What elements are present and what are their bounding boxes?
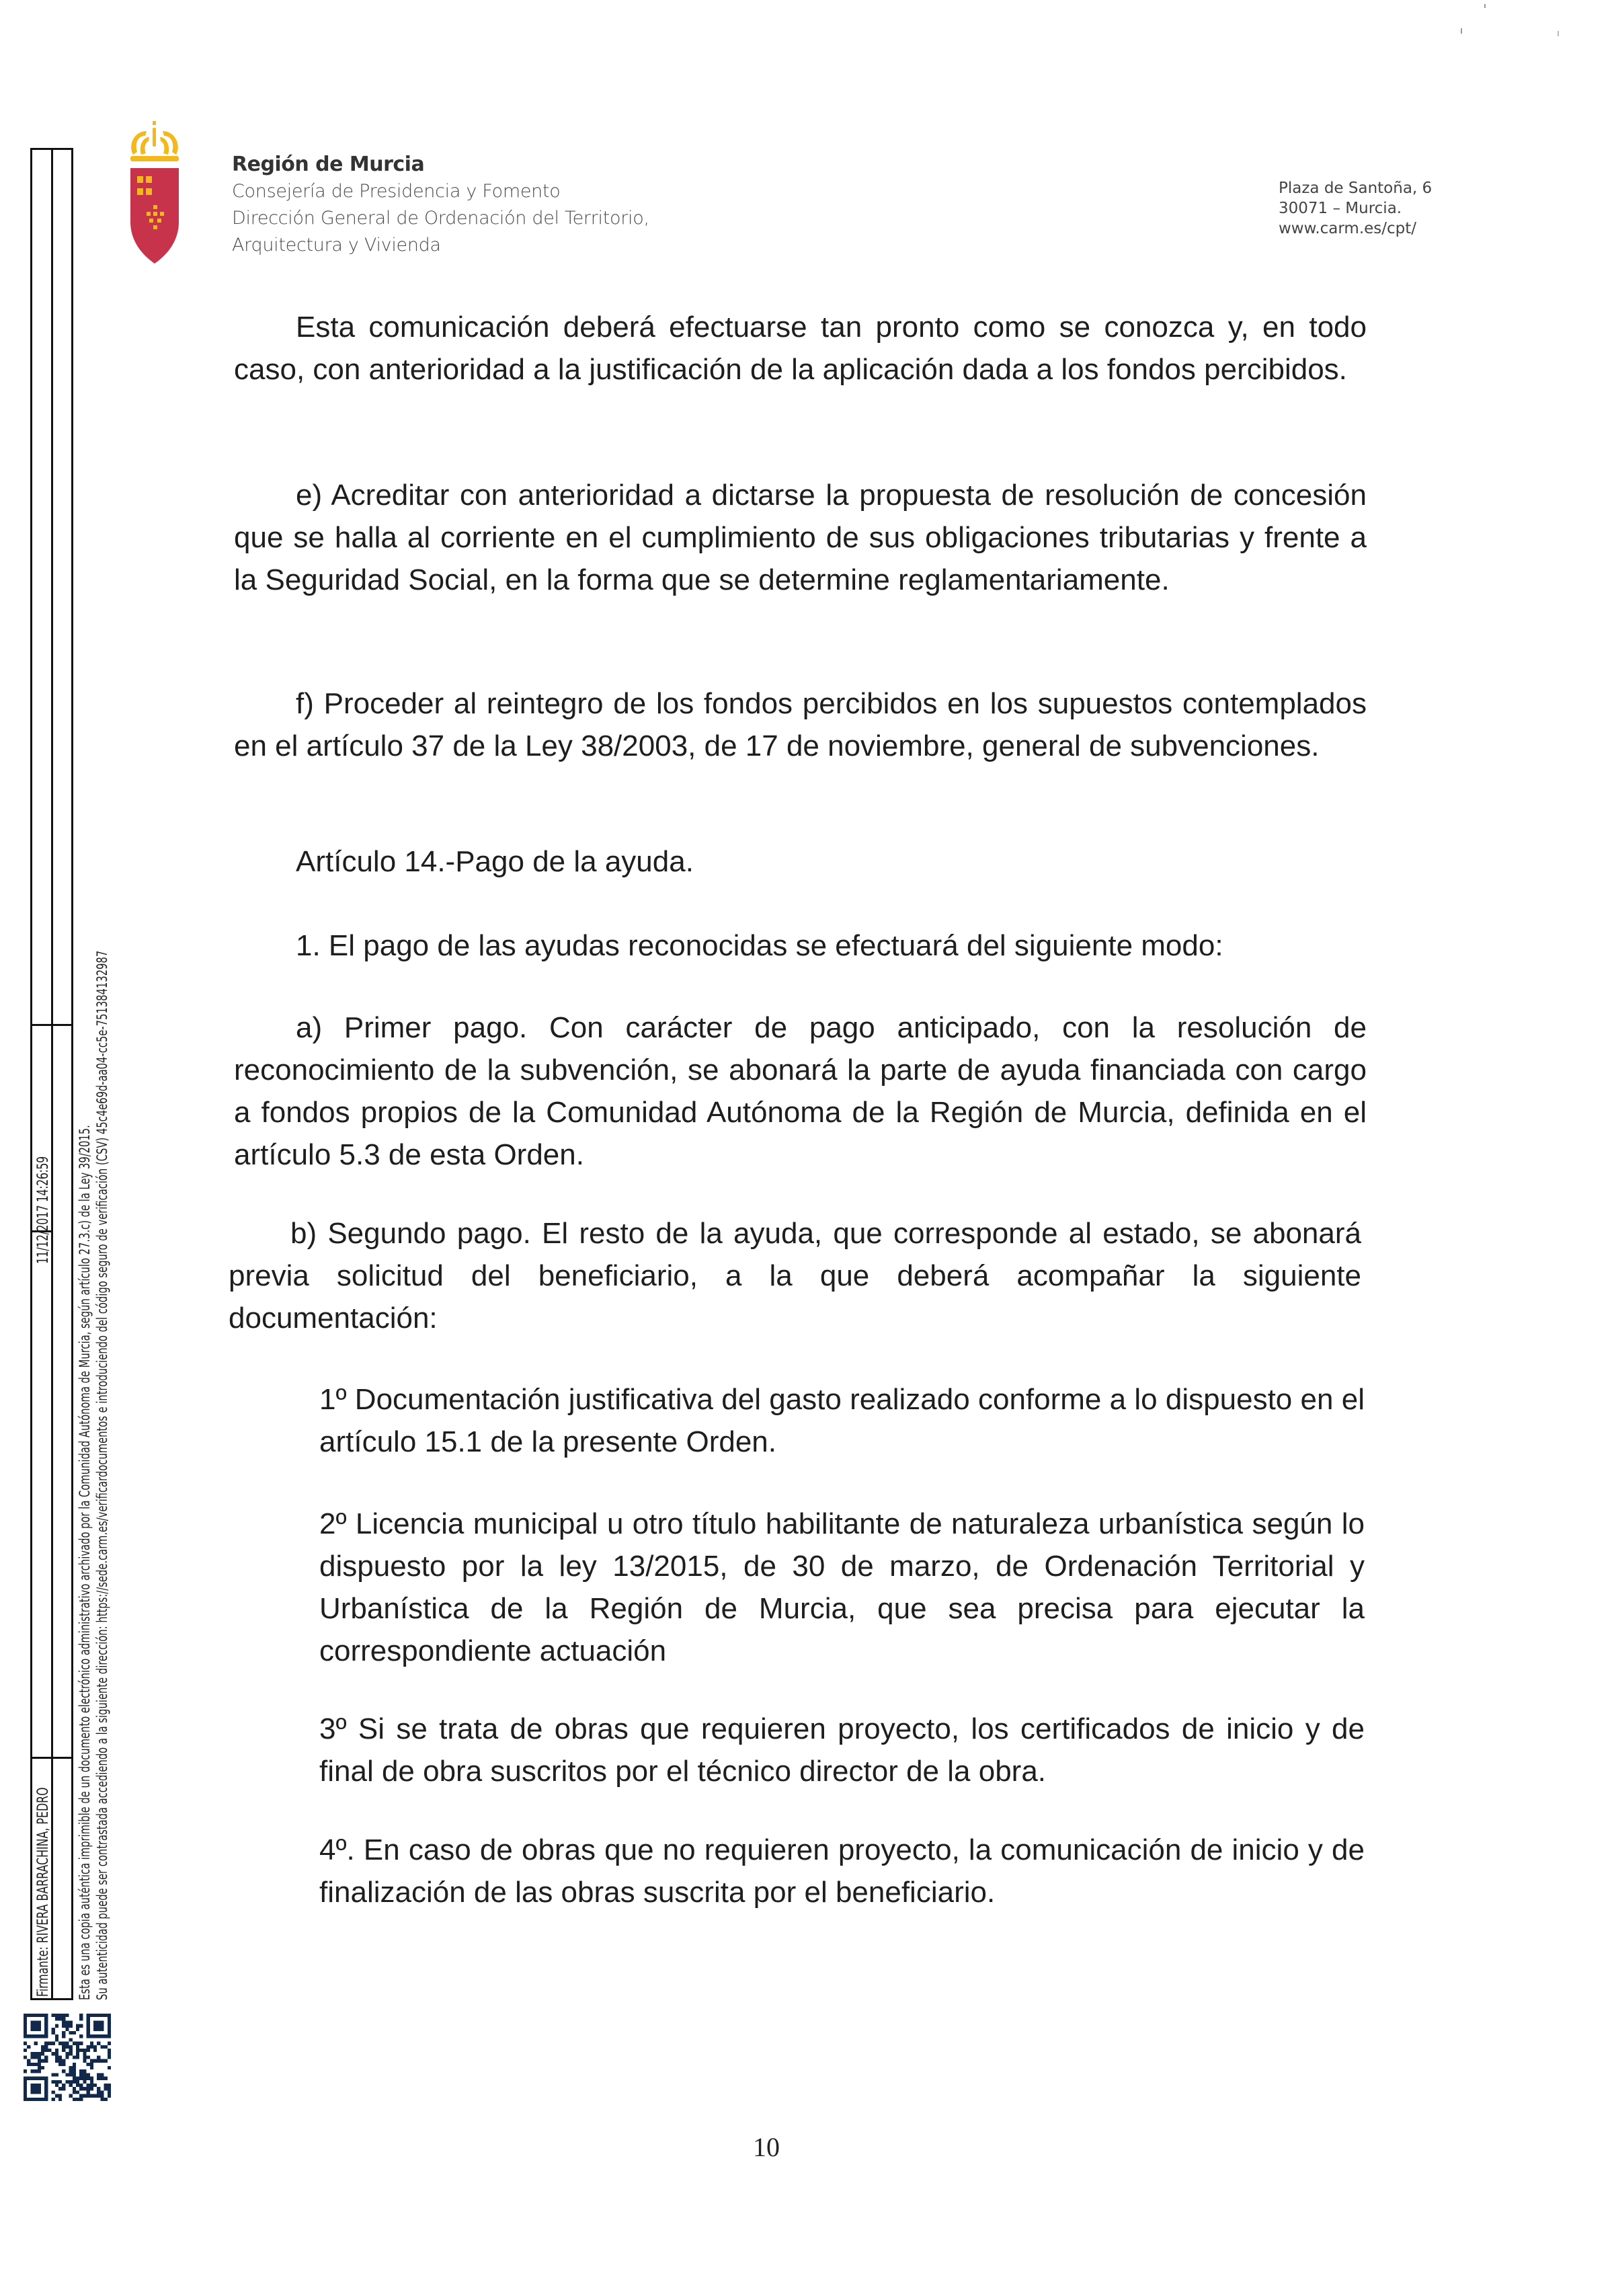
qr-module xyxy=(87,2077,90,2080)
qr-module xyxy=(41,2066,44,2069)
qr-module xyxy=(76,2090,79,2094)
crown-small-1 xyxy=(153,205,157,209)
qr-module xyxy=(34,2055,38,2059)
qr-module xyxy=(69,2084,73,2087)
qr-module xyxy=(30,2020,41,2031)
qr-module xyxy=(100,2098,104,2101)
qr-module xyxy=(34,2052,38,2055)
qr-module xyxy=(73,2063,76,2066)
qr-module xyxy=(73,2055,76,2059)
qr-module xyxy=(65,2020,69,2024)
qr-module xyxy=(38,2063,41,2066)
article-heading: Artículo 14.-Pago de la ayuda. xyxy=(296,845,694,878)
crown-small-2 xyxy=(147,212,151,216)
qr-module xyxy=(93,2084,97,2087)
qr-module xyxy=(97,2094,100,2098)
castle-4 xyxy=(146,188,152,195)
qr-module xyxy=(90,2094,93,2098)
qr-module xyxy=(34,2063,38,2066)
verification-qr-code-icon[interactable] xyxy=(24,2014,111,2101)
qr-module xyxy=(69,2094,73,2098)
qr-module xyxy=(100,2090,104,2094)
qr-module xyxy=(79,2024,83,2028)
qr-module xyxy=(87,2055,90,2059)
qr-module xyxy=(62,2087,65,2090)
signature-stamp-frame xyxy=(30,148,73,2000)
qr-module xyxy=(90,2066,93,2069)
qr-module xyxy=(62,2063,65,2066)
qr-module xyxy=(100,2073,104,2076)
letterhead xyxy=(232,151,649,259)
crown-small-6 xyxy=(157,219,161,223)
crown-small-3 xyxy=(153,212,157,216)
qr-module xyxy=(62,2024,65,2028)
qr-module xyxy=(108,2049,111,2052)
crown-band xyxy=(130,156,179,161)
qr-module xyxy=(104,2059,108,2063)
qr-module xyxy=(90,2080,93,2084)
qr-module xyxy=(38,2055,41,2059)
qr-module xyxy=(55,2014,58,2017)
qr-module xyxy=(87,2045,90,2049)
qr-module xyxy=(52,2028,55,2031)
qr-module xyxy=(104,2087,108,2090)
qr-module xyxy=(62,2084,65,2087)
qr-module xyxy=(65,2045,69,2049)
qr-module xyxy=(76,2042,79,2045)
website-link[interactable]: www.carm.es/cpt/ xyxy=(1279,220,1417,237)
qr-module xyxy=(62,2034,65,2038)
qr-module xyxy=(44,2055,48,2059)
paragraph-a: a) Primer pago. Con carácter de pago anticipado, con la resolución de reconocimiento de la subvención, se abonará la parte de ayuda financiada con cargo a fondos propios de la Comunidad Autónoma de la Región de Murcia, definida en el artículo 5.3 de esta Orden. xyxy=(234,1011,1367,1171)
qr-module xyxy=(73,2090,76,2094)
qr-module xyxy=(100,2077,104,2080)
crown-inner-left-arc xyxy=(140,137,149,155)
qr-module xyxy=(108,2090,111,2094)
qr-module xyxy=(55,2024,58,2028)
organization-name: Región de Murcia xyxy=(232,153,425,176)
timestamp-cell-line xyxy=(51,1024,73,1026)
qr-module xyxy=(76,2049,79,2052)
page-number: 10 xyxy=(753,2132,780,2162)
qr-module xyxy=(52,2090,55,2094)
castle-1 xyxy=(137,176,143,183)
qr-module xyxy=(38,2059,41,2063)
qr-module xyxy=(73,2080,76,2084)
qr-module xyxy=(104,2077,108,2080)
qr-module xyxy=(100,2045,104,2049)
qr-module xyxy=(34,2042,38,2045)
qr-module xyxy=(62,2017,65,2020)
qr-module xyxy=(69,2052,73,2055)
qr-module xyxy=(55,2094,58,2098)
qr-module xyxy=(62,2014,65,2017)
qr-module xyxy=(73,2077,76,2080)
qr-module xyxy=(55,2052,58,2055)
scan-speck xyxy=(1484,4,1486,8)
qr-module xyxy=(93,2020,104,2031)
qr-module xyxy=(69,2031,73,2034)
qr-module xyxy=(93,2049,97,2052)
qr-module xyxy=(55,2055,58,2059)
qr-module xyxy=(69,2024,73,2028)
qr-module xyxy=(55,2059,58,2063)
qr-module xyxy=(76,2077,79,2080)
qr-module xyxy=(83,2087,86,2090)
qr-module xyxy=(108,2052,111,2055)
qr-module xyxy=(55,2017,58,2020)
qr-module xyxy=(65,2080,69,2084)
qr-module xyxy=(30,2055,34,2059)
qr-module xyxy=(79,2094,83,2098)
qr-module xyxy=(79,2069,83,2073)
qr-module xyxy=(79,2077,83,2080)
qr-module xyxy=(83,2052,86,2055)
qr-module xyxy=(83,2080,86,2084)
qr-module xyxy=(52,2031,55,2034)
documentation-item-2: 2º Licencia municipal u otro título habilitante de naturaleza urbanística según lo dispuesto por la ley 13/2015, de 30 de marzo, de Ordenación Territorial y Urbanística de la Región de Murcia, que sea precisa para ejecutar la correspondiente actuación xyxy=(319,1507,1365,1667)
qr-module xyxy=(27,2063,30,2066)
qr-module xyxy=(79,2034,83,2038)
address-street: Plaza de Santoña, 6 xyxy=(1279,180,1433,197)
paragraph-b: b) Segundo pago. El resto de la ayuda, que corresponde al estado, se abonará previa solicitud del beneficiario, a la que deberá acompañar la siguiente documentación: xyxy=(229,1217,1361,1335)
qr-module xyxy=(44,2042,48,2045)
qr-module xyxy=(90,2059,93,2063)
qr-module xyxy=(87,2094,90,2098)
qr-module xyxy=(30,2069,34,2073)
qr-module xyxy=(90,2087,93,2090)
qr-module xyxy=(87,2090,90,2094)
qr-module xyxy=(79,2098,83,2101)
qr-module xyxy=(30,2084,41,2094)
crown-small-5 xyxy=(149,219,153,223)
signer-name: Firmante: RIVERA BARRACHINA, PEDRO xyxy=(35,1787,52,1997)
qr-module xyxy=(108,2087,111,2090)
qr-module xyxy=(52,2042,55,2045)
qr-module xyxy=(27,2045,30,2049)
qr-module xyxy=(62,2020,65,2024)
qr-module xyxy=(83,2055,86,2059)
address-city: 30071 – Murcia. xyxy=(1279,200,1402,217)
qr-module xyxy=(52,2080,55,2084)
qr-module xyxy=(69,2066,73,2069)
qr-module xyxy=(97,2042,100,2045)
qr-module xyxy=(65,2042,69,2045)
qr-module xyxy=(73,2073,76,2076)
castle-3 xyxy=(137,188,143,195)
castle-2 xyxy=(146,176,152,183)
crown-small-7 xyxy=(153,225,157,229)
qr-module xyxy=(73,2031,76,2034)
qr-module xyxy=(79,2087,83,2090)
qr-module xyxy=(76,2084,79,2087)
qr-module xyxy=(65,2014,69,2017)
qr-module xyxy=(58,2042,62,2045)
qr-module xyxy=(76,2080,79,2084)
qr-module xyxy=(62,2045,65,2049)
qr-module xyxy=(108,2094,111,2098)
qr-module xyxy=(73,2069,76,2073)
qr-module xyxy=(52,2073,55,2076)
signature-timestamp: 11/12/2017 14:26:59 xyxy=(35,1156,52,1264)
qr-module xyxy=(90,2045,93,2049)
qr-module xyxy=(83,2049,86,2052)
paragraph-communication: Esta comunicación deberá efectuarse tan pronto como se conozca y, en todo caso, con anterioridad a la justificación de la aplicación dada a los fondos percibidos. xyxy=(234,311,1367,386)
crown-jewel xyxy=(153,121,156,125)
qr-module xyxy=(58,2080,62,2084)
qr-module xyxy=(52,2014,55,2017)
qr-module xyxy=(93,2059,97,2063)
qr-module xyxy=(90,2077,93,2080)
department-line: Consejería de Presidencia y Fomento xyxy=(232,181,561,202)
qr-module xyxy=(24,2049,27,2052)
documentation-item-3: 3º Si se trata de obras que requieren proyecto, los certificados de inicio y de final de obra suscritos por el técnico director de la obra. xyxy=(319,1712,1365,1788)
qr-module xyxy=(87,2084,90,2087)
department-line: Arquitectura y Vivienda xyxy=(232,235,441,255)
qr-module xyxy=(76,2055,79,2059)
qr-module xyxy=(58,2017,62,2020)
qr-module xyxy=(87,2073,90,2076)
qr-module xyxy=(87,2087,90,2090)
qr-module xyxy=(73,2042,76,2045)
verification-notice[interactable]: Su autenticidad puede ser contrastada accediendo a la siguiente dirección: https://sede.carm.es/verificardocumentos e introduciendo del código seguro de verificación (CSV) 45c4e69d-aa04-cc5e-751384132987 xyxy=(94,950,110,2000)
qr-module xyxy=(65,2028,69,2031)
qr-module xyxy=(30,2052,34,2055)
qr-module xyxy=(58,2094,62,2098)
qr-module xyxy=(90,2084,93,2087)
qr-module xyxy=(90,2042,93,2045)
qr-module xyxy=(69,2069,73,2073)
qr-module xyxy=(83,2077,86,2080)
qr-module xyxy=(97,2073,100,2076)
qr-module xyxy=(108,2084,111,2087)
qr-module xyxy=(58,2098,62,2101)
qr-module xyxy=(58,2055,62,2059)
qr-module xyxy=(62,2049,65,2052)
qr-module xyxy=(87,2049,90,2052)
qr-module xyxy=(27,2059,30,2063)
qr-module xyxy=(55,2034,58,2038)
qr-module xyxy=(38,2069,41,2073)
qr-module xyxy=(58,2014,62,2017)
qr-module xyxy=(76,2052,79,2055)
qr-module xyxy=(83,2059,86,2063)
qr-module xyxy=(65,2052,69,2055)
documentation-item-1: 1º Documentación justificativa del gasto realizado conforme a lo dispuesto en el artículo 15.1 de la presente Orden. xyxy=(319,1383,1365,1458)
qr-module xyxy=(44,2049,48,2052)
qr-module xyxy=(69,2073,73,2076)
qr-module xyxy=(58,2087,62,2090)
qr-module xyxy=(79,2042,83,2045)
stamp-divider xyxy=(51,150,53,1998)
qr-module xyxy=(79,2017,83,2020)
qr-module xyxy=(48,2042,51,2045)
qr-module xyxy=(30,2063,34,2066)
crown-small-4 xyxy=(160,212,164,216)
qr-module xyxy=(76,2098,79,2101)
paragraph-e: e) Acreditar con anterioridad a dictarse la propuesta de resolución de concesión que se halla al corriente en el cumplimiento de sus obligaciones tributarias y frente a la Seguridad Social, en la forma que se determine reglamentariamente. xyxy=(234,479,1367,596)
qr-module xyxy=(58,2059,62,2063)
qr-module xyxy=(83,2094,86,2098)
qr-module xyxy=(65,2055,69,2059)
qr-module xyxy=(73,2066,76,2069)
qr-module xyxy=(69,2045,73,2049)
qr-module xyxy=(93,2094,97,2098)
qr-module xyxy=(108,2042,111,2045)
qr-module xyxy=(58,2063,62,2066)
qr-module xyxy=(79,2049,83,2052)
scan-speck xyxy=(1461,28,1462,34)
signer-cell-line xyxy=(32,1757,73,1759)
qr-module xyxy=(55,2038,58,2041)
qr-module xyxy=(55,2049,58,2052)
qr-module xyxy=(97,2087,100,2090)
qr-module xyxy=(41,2052,44,2055)
qr-module xyxy=(65,2024,69,2028)
qr-module xyxy=(76,2045,79,2049)
qr-module xyxy=(44,2045,48,2049)
qr-module xyxy=(76,2028,79,2031)
qr-module xyxy=(79,2084,83,2087)
qr-module xyxy=(52,2052,55,2055)
qr-module xyxy=(24,2055,27,2059)
qr-module xyxy=(97,2059,100,2063)
qr-module xyxy=(62,2042,65,2045)
paragraph-f: f) Proceder al reintegro de los fondos percibidos en los supuestos contemplados en el artículo 37 de la Ley 38/2003, de 17 de noviembre, general de subvenciones. xyxy=(234,687,1367,762)
qr-module xyxy=(90,2063,93,2066)
qr-module xyxy=(69,2020,73,2024)
qr-module xyxy=(97,2077,100,2080)
qr-module xyxy=(38,2052,41,2055)
qr-module xyxy=(38,2066,41,2069)
qr-module xyxy=(55,2084,58,2087)
qr-module xyxy=(52,2098,55,2101)
qr-module xyxy=(55,2080,58,2084)
qr-module xyxy=(79,2073,83,2076)
qr-module xyxy=(73,2087,76,2090)
qr-module xyxy=(87,2063,90,2066)
crown-center-arc xyxy=(153,128,156,147)
qr-module xyxy=(62,2059,65,2063)
qr-module xyxy=(104,2098,108,2101)
qr-module xyxy=(55,2073,58,2076)
qr-module xyxy=(104,2045,108,2049)
qr-module xyxy=(100,2059,104,2063)
qr-module xyxy=(62,2069,65,2073)
qr-module xyxy=(93,2045,97,2049)
qr-module xyxy=(108,2066,111,2069)
qr-module xyxy=(62,2031,65,2034)
qr-module xyxy=(73,2098,76,2101)
region-de-murcia-coat-of-arms-icon xyxy=(128,108,182,276)
qr-module xyxy=(41,2049,44,2052)
qr-module xyxy=(108,2055,111,2059)
qr-module xyxy=(44,2059,48,2063)
department-line: Dirección General de Ordenación del Territorio, xyxy=(232,208,649,229)
qr-module xyxy=(24,2042,27,2045)
qr-module xyxy=(41,2045,44,2049)
qr-module xyxy=(65,2073,69,2076)
qr-module xyxy=(24,2069,27,2073)
qr-module xyxy=(97,2090,100,2094)
scan-speck xyxy=(1558,31,1559,36)
qr-module xyxy=(83,2073,86,2076)
qr-module xyxy=(100,2094,104,2098)
qr-module xyxy=(69,2038,73,2041)
paragraph-1: 1. El pago de las ayudas reconocidas se efectuará del siguiente modo: xyxy=(296,929,1223,962)
qr-module xyxy=(79,2014,83,2017)
qr-module xyxy=(97,2055,100,2059)
qr-module xyxy=(48,2049,51,2052)
qr-module xyxy=(69,2049,73,2052)
crown-inner-right-arc xyxy=(160,137,169,155)
qr-module xyxy=(41,2059,44,2063)
documentation-item-4: 4º. En caso de obras que no requieren proyecto, la comunicación de inicio y de finalización de las obras suscrita por el beneficiario. xyxy=(319,1833,1365,1909)
authenticity-notice: Esta es una copia auténtica imprimible de un documento electrónico administrativo archivado por la Comunidad Autónoma de Murcia, según artículo 27.3.c) de la Ley 39/2015. xyxy=(77,1125,93,2000)
qr-module xyxy=(69,2080,73,2084)
qr-module xyxy=(34,2069,38,2073)
qr-module xyxy=(83,2069,86,2073)
qr-module xyxy=(104,2084,108,2087)
qr-module xyxy=(76,2024,79,2028)
address-block xyxy=(1279,178,1432,239)
